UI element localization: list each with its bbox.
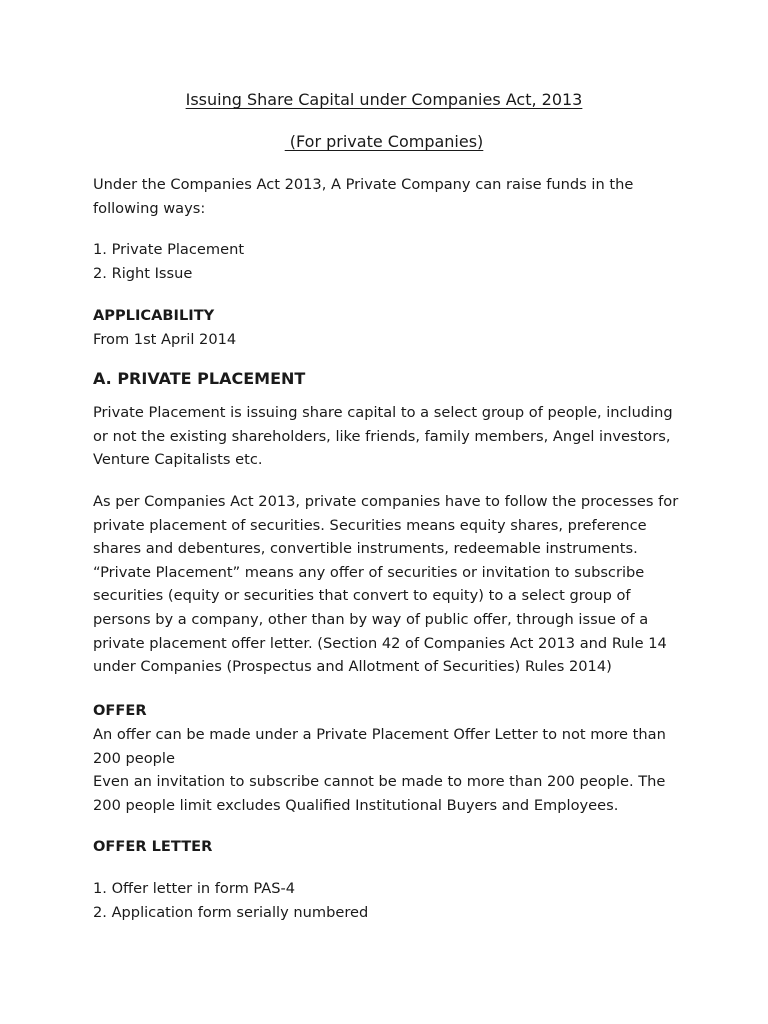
intro-line: following ways: [93, 199, 206, 217]
offer-letter-list [93, 877, 683, 924]
ways-list [93, 238, 683, 285]
paragraph-line: private placement of securities. Securities means equity shares, preference [93, 516, 647, 534]
paragraph-line: 200 people limit excludes Qualified Institutional Buyers and Employees. [93, 796, 619, 814]
document-title: Issuing Share Capital under Companies Act, 2013 [185, 90, 583, 109]
private-placement-heading: A. PRIVATE PLACEMENT [93, 369, 306, 388]
paragraph-line: or not the existing shareholders, like friends, family members, Angel investors, [93, 427, 671, 445]
paragraph-line: persons by a company, other than by way of public offer, through issue of a [93, 610, 649, 628]
intro-paragraph [93, 173, 683, 220]
intro-line: Under the Companies Act 2013, A Private Company can raise funds in the [93, 176, 634, 193]
paragraph-line: As per Companies Act 2013, private companies have to follow the processes for [93, 493, 679, 510]
private-placement-definition [93, 401, 683, 472]
paragraph-line: private placement offer letter. (Section 42 of Companies Act 2013 and Rule 14 [93, 634, 667, 652]
applicability-text: From 1st April 2014 [93, 331, 237, 348]
list-item: 1. Private Placement [93, 241, 245, 258]
paragraph-line: “Private Placement” means any offer of securities or invitation to subscribe [93, 563, 645, 581]
paragraph-line: Even an invitation to subscribe cannot be made to more than 200 people. The [93, 773, 666, 791]
private-placement-process [93, 490, 683, 679]
list-item: 1. Offer letter in form PAS-4 [93, 880, 296, 897]
paragraph-line: Private Placement is issuing share capital to a select group of people, including [93, 404, 673, 421]
offer-heading: OFFER [93, 702, 147, 719]
offer-letter-heading: OFFER LETTER [93, 838, 213, 855]
paragraph-line: shares and debentures, convertible instruments, redeemable instruments. [93, 540, 638, 558]
paragraph-line: under Companies (Prospectus and Allotment of Securities) Rules 2014) [93, 658, 612, 676]
list-item: 2. Right Issue [93, 264, 193, 282]
list-item: 2. Application form serially numbered [93, 903, 369, 921]
paragraph-line: 200 people [93, 749, 175, 767]
paragraph-line: securities (equity or securities that convert to equity) to a select group of [93, 587, 631, 605]
offer-paragraph [93, 723, 683, 817]
paragraph-line: An offer can be made under a Private Placement Offer Letter to not more than [93, 726, 666, 743]
paragraph-line: Venture Capitalists etc. [93, 451, 263, 469]
document-subtitle: (For private Companies) [284, 132, 484, 151]
applicability-heading: APPLICABILITY [93, 307, 215, 324]
